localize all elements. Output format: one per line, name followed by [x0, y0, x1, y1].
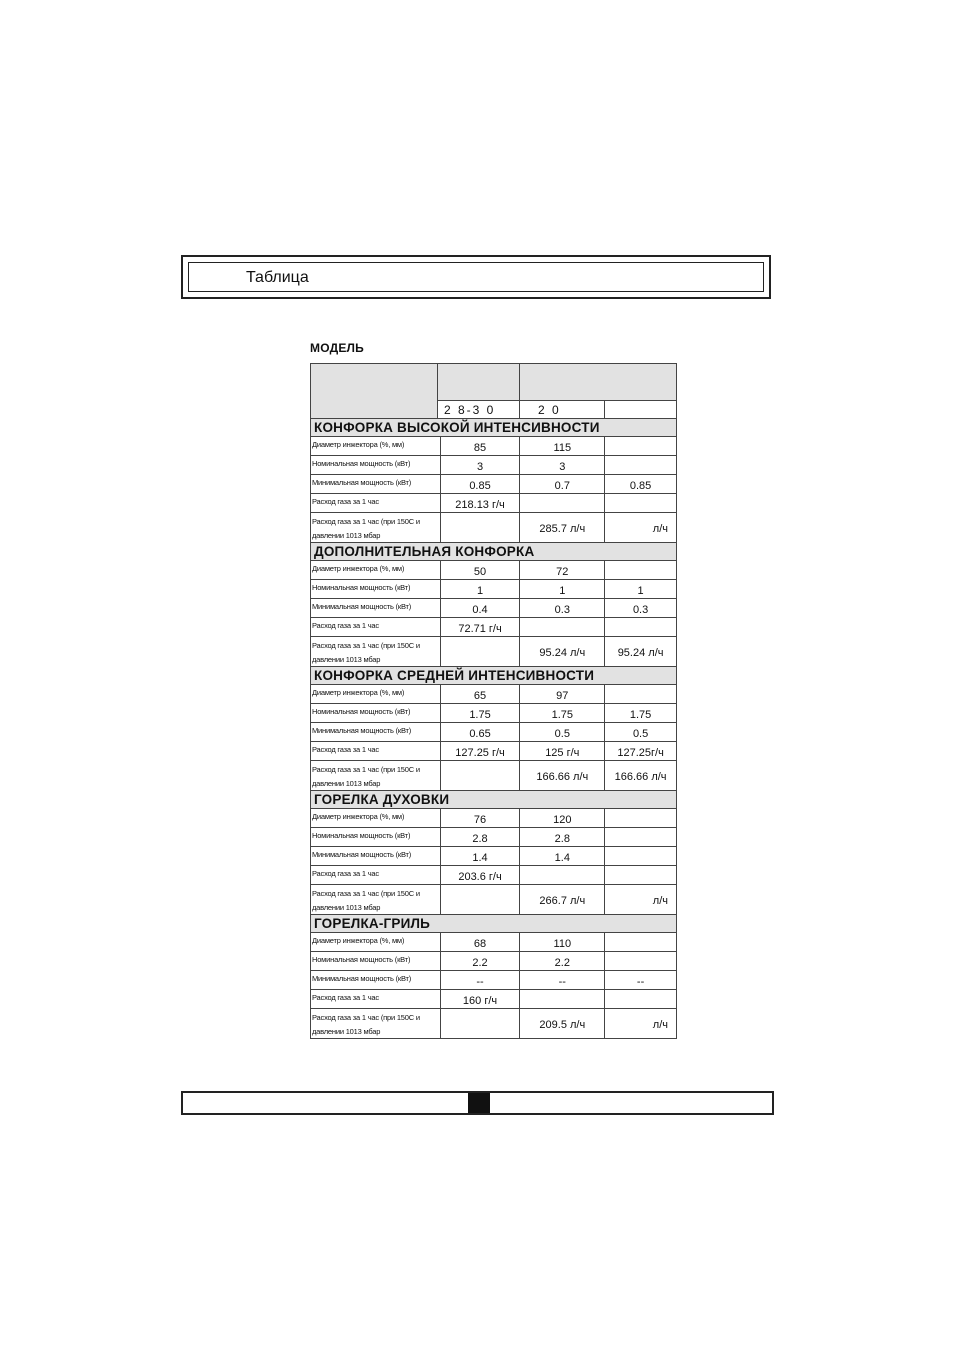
table-row	[310, 952, 677, 971]
value-col-3	[605, 618, 677, 637]
model-code-3	[605, 400, 677, 419]
header-blank-cell	[310, 363, 438, 419]
value-col-2: 115	[520, 437, 605, 456]
table-row	[310, 618, 677, 637]
value-col-2: 125 г/ч	[520, 742, 605, 761]
value-col-3: 0.3	[605, 599, 677, 618]
value-col-1	[441, 885, 521, 915]
section-title: ГОРЕЛКА ДУХОВКИ	[310, 791, 677, 809]
value-col-3: 127.25г/ч	[605, 742, 677, 761]
table-row	[310, 475, 677, 494]
value-col-2	[520, 990, 605, 1009]
value-col-3	[605, 456, 677, 475]
section-title: ДОПОЛНИТЕЛЬНАЯ КОНФОРКА	[310, 543, 677, 561]
row-label: Расход газа за 1 час	[311, 742, 441, 761]
value-col-1: 0.65	[441, 723, 521, 742]
header-inner-frame	[188, 262, 764, 292]
value-col-3	[605, 494, 677, 513]
row-label: Расход газа за 1 час (при 150С и давлении 1013 мбар	[311, 1009, 441, 1039]
value-col-3: 0.85	[605, 475, 677, 494]
value-col-3: л/ч	[605, 1009, 677, 1039]
value-col-3: 166.66 л/ч	[605, 761, 677, 791]
value-col-3	[605, 952, 677, 971]
value-col-3: л/ч	[605, 513, 677, 543]
value-col-1	[441, 761, 521, 791]
table-row	[310, 885, 677, 915]
value-col-1: 127.25 г/ч	[441, 742, 521, 761]
value-col-3: 1.75	[605, 704, 677, 723]
table-row	[310, 580, 677, 599]
value-col-2: 0.3	[520, 599, 605, 618]
row-label: Диаметр инжектора (%, мм)	[311, 809, 441, 828]
table-row	[310, 990, 677, 1009]
value-col-2: --	[520, 971, 605, 990]
table-row	[310, 933, 677, 952]
table-row	[310, 513, 677, 543]
value-col-2: 1	[520, 580, 605, 599]
model-label: МОДЕЛЬ	[310, 341, 364, 355]
row-label: Минимальная мощность (кВт)	[311, 475, 441, 494]
value-col-3	[605, 561, 677, 580]
value-col-3	[605, 437, 677, 456]
value-col-2: 209.5 л/ч	[520, 1009, 605, 1039]
value-col-2	[520, 618, 605, 637]
value-col-2: 0.7	[520, 475, 605, 494]
value-col-2	[520, 494, 605, 513]
value-col-3: 1	[605, 580, 677, 599]
value-col-3: 0.5	[605, 723, 677, 742]
value-col-2: 95.24 л/ч	[520, 637, 605, 667]
page-marker	[468, 1093, 490, 1113]
value-col-1	[441, 637, 521, 667]
row-label: Номинальная мощность (кВт)	[311, 828, 441, 847]
value-col-1: 2.8	[441, 828, 521, 847]
value-col-2: 3	[520, 456, 605, 475]
table-row	[310, 809, 677, 828]
table-row	[310, 723, 677, 742]
row-label: Расход газа за 1 час	[311, 866, 441, 885]
page-title: Таблица	[246, 269, 309, 286]
section-title: КОНФОРКА СРЕДНЕЙ ИНТЕНСИВНОСТИ	[310, 667, 677, 685]
value-col-2: 166.66 л/ч	[520, 761, 605, 791]
value-col-1: 50	[441, 561, 521, 580]
value-col-3: 95.24 л/ч	[605, 637, 677, 667]
section-title: КОНФОРКА ВЫСОКОЙ ИНТЕНСИВНОСТИ	[310, 419, 677, 437]
table-row	[310, 637, 677, 667]
table-body	[310, 419, 677, 1039]
value-col-1: 1.4	[441, 847, 521, 866]
value-col-3	[605, 828, 677, 847]
row-label: Минимальная мощность (кВт)	[311, 723, 441, 742]
header-box	[181, 255, 771, 299]
value-col-3	[605, 990, 677, 1009]
model-code-2: 2 0	[520, 400, 605, 419]
row-label: Номинальная мощность (кВт)	[311, 704, 441, 723]
table-row	[310, 494, 677, 513]
value-col-3	[605, 933, 677, 952]
value-col-2: 266.7 л/ч	[520, 885, 605, 915]
value-col-1: 72.71 г/ч	[441, 618, 521, 637]
value-col-1: 68	[441, 933, 521, 952]
row-label: Расход газа за 1 час (при 150С и давлении 1013 мбар	[311, 761, 441, 791]
value-col-1: 85	[441, 437, 521, 456]
row-label: Диаметр инжектора (%, мм)	[311, 685, 441, 704]
model-code-1: 2 8-3 0	[438, 400, 520, 419]
value-col-1: 0.85	[441, 475, 521, 494]
row-label: Диаметр инжектора (%, мм)	[311, 437, 441, 456]
table-row	[310, 971, 677, 990]
table-row	[310, 866, 677, 885]
value-col-1: --	[441, 971, 521, 990]
value-col-1: 218.13 г/ч	[441, 494, 521, 513]
header-model-cell-1	[438, 363, 520, 401]
row-label: Расход газа за 1 час	[311, 494, 441, 513]
value-col-2: 0.5	[520, 723, 605, 742]
value-col-3: --	[605, 971, 677, 990]
value-col-1: 160 г/ч	[441, 990, 521, 1009]
value-col-1	[441, 1009, 521, 1039]
table-row	[310, 685, 677, 704]
row-label: Номинальная мощность (кВт)	[311, 580, 441, 599]
value-col-1: 3	[441, 456, 521, 475]
table-row	[310, 456, 677, 475]
row-label: Номинальная мощность (кВт)	[311, 456, 441, 475]
row-label: Расход газа за 1 час (при 150С и давлении 1013 мбар	[311, 637, 441, 667]
value-col-3	[605, 847, 677, 866]
row-label: Минимальная мощность (кВт)	[311, 971, 441, 990]
value-col-1: 1.75	[441, 704, 521, 723]
table-row	[310, 742, 677, 761]
table-row	[310, 1009, 677, 1039]
row-label: Номинальная мощность (кВт)	[311, 952, 441, 971]
value-col-2: 1.4	[520, 847, 605, 866]
value-col-2: 285.7 л/ч	[520, 513, 605, 543]
value-col-1: 65	[441, 685, 521, 704]
section-title: ГОРЕЛКА-ГРИЛЬ	[310, 915, 677, 933]
value-col-2: 1.75	[520, 704, 605, 723]
table-row	[310, 828, 677, 847]
row-label: Минимальная мощность (кВт)	[311, 847, 441, 866]
value-col-2: 110	[520, 933, 605, 952]
value-col-1: 1	[441, 580, 521, 599]
row-label: Диаметр инжектора (%, мм)	[311, 933, 441, 952]
row-label: Расход газа за 1 час	[311, 618, 441, 637]
row-label: Расход газа за 1 час	[311, 990, 441, 1009]
value-col-1: 203.6 г/ч	[441, 866, 521, 885]
value-col-3: л/ч	[605, 885, 677, 915]
value-col-2: 72	[520, 561, 605, 580]
row-label: Расход газа за 1 час (при 150С и давлении 1013 мбар	[311, 513, 441, 543]
table-row	[310, 761, 677, 791]
row-label: Расход газа за 1 час (при 150С и давлении 1013 мбар	[311, 885, 441, 915]
value-col-2: 97	[520, 685, 605, 704]
table-row	[310, 847, 677, 866]
value-col-1: 0.4	[441, 599, 521, 618]
value-col-1	[441, 513, 521, 543]
value-col-3	[605, 866, 677, 885]
value-col-2: 2.8	[520, 828, 605, 847]
value-col-1: 76	[441, 809, 521, 828]
row-label: Диаметр инжектора (%, мм)	[311, 561, 441, 580]
value-col-2: 2.2	[520, 952, 605, 971]
value-col-2: 120	[520, 809, 605, 828]
value-col-2	[520, 866, 605, 885]
table-row	[310, 561, 677, 580]
value-col-1: 2.2	[441, 952, 521, 971]
row-label: Минимальная мощность (кВт)	[311, 599, 441, 618]
table-row	[310, 599, 677, 618]
footer-bar	[181, 1091, 774, 1115]
value-col-3	[605, 809, 677, 828]
table-row	[310, 704, 677, 723]
header-model-cell-2	[520, 363, 677, 401]
table-row	[310, 437, 677, 456]
table-header	[310, 363, 677, 419]
value-col-3	[605, 685, 677, 704]
specs-table	[310, 363, 677, 1039]
